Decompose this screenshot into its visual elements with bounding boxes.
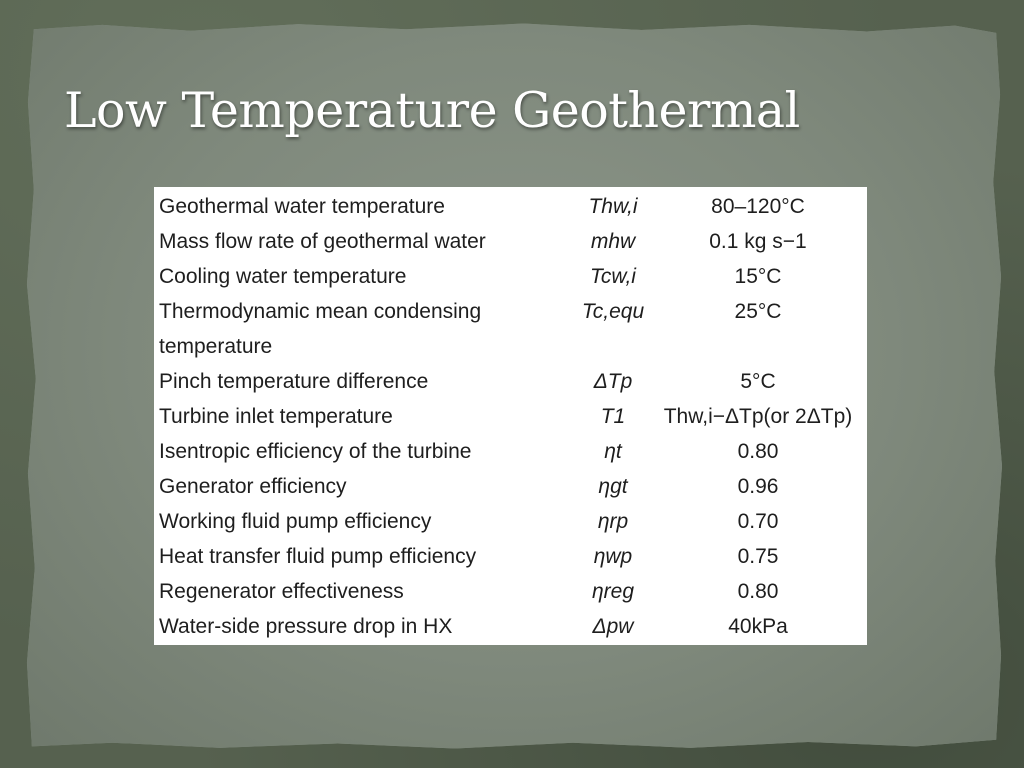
table-row (154, 259, 867, 294)
parameter-label: Mass flow rate of geothermal water (159, 230, 486, 253)
parameter-symbol: mhw (590, 230, 636, 253)
slide-title: Low Temperature Geothermal (64, 82, 800, 139)
parameter-symbol: Δpw (592, 615, 634, 638)
table-row (154, 399, 867, 434)
table-row (154, 189, 867, 224)
parameter-label: Generator efficiency (159, 475, 347, 498)
parameter-label: Regenerator effectiveness (159, 580, 404, 603)
parameter-label: Working fluid pump efficiency (159, 510, 432, 533)
parameter-value: 0.75 (737, 545, 779, 568)
parameter-symbol: Tcw,i (590, 265, 636, 288)
table-row (154, 504, 867, 539)
parameters-table-panel (154, 187, 867, 645)
parameter-label: Heat transfer fluid pump efficiency (159, 545, 477, 568)
table-row (154, 609, 867, 644)
table-row (154, 469, 867, 504)
parameter-value: 15°C (734, 265, 782, 288)
parameter-label: Cooling water temperature (159, 265, 407, 288)
table-row (154, 434, 867, 469)
table-row (154, 294, 867, 364)
parameter-symbol: Thw,i (588, 195, 638, 218)
parameter-symbol: Tc,equ (581, 300, 645, 323)
parameter-value: 80–120°C (711, 195, 805, 218)
parameters-table (154, 189, 867, 644)
parameter-value: 0.1 kg s−1 (709, 230, 807, 253)
parameter-label: Pinch temperature difference (159, 370, 429, 393)
parameter-symbol: ΔTp (593, 370, 633, 393)
parameter-symbol: ηrp (597, 510, 629, 533)
parameter-label: Water-side pressure drop in HX (159, 615, 453, 638)
parameter-value: 25°C (734, 300, 782, 323)
parameter-value: 0.70 (737, 510, 779, 533)
parameter-label: Turbine inlet temperature (159, 405, 393, 428)
table-row (154, 539, 867, 574)
parameter-label: Geothermal water temperature (159, 195, 445, 218)
parameter-value: Thw,i−ΔTp(or 2ΔTp) (663, 405, 853, 428)
parameter-symbol: ηt (604, 440, 622, 463)
parameter-symbol: T1 (600, 405, 626, 428)
parameter-value: 40kPa (728, 615, 788, 638)
parameter-value: 5°C (740, 370, 776, 393)
table-row (154, 364, 867, 399)
parameter-value: 0.96 (737, 475, 779, 498)
parameter-symbol: ηwp (593, 545, 633, 568)
parameter-symbol: ηgt (598, 475, 628, 498)
table-row (154, 224, 867, 259)
parameter-symbol: ηreg (591, 580, 634, 603)
parameter-label: Thermodynamic mean condensing temperature (159, 300, 482, 358)
parameter-value: 0.80 (737, 440, 779, 463)
table-row (154, 574, 867, 609)
parameter-label: Isentropic efficiency of the turbine (159, 440, 472, 463)
parameter-value: 0.80 (737, 580, 779, 603)
